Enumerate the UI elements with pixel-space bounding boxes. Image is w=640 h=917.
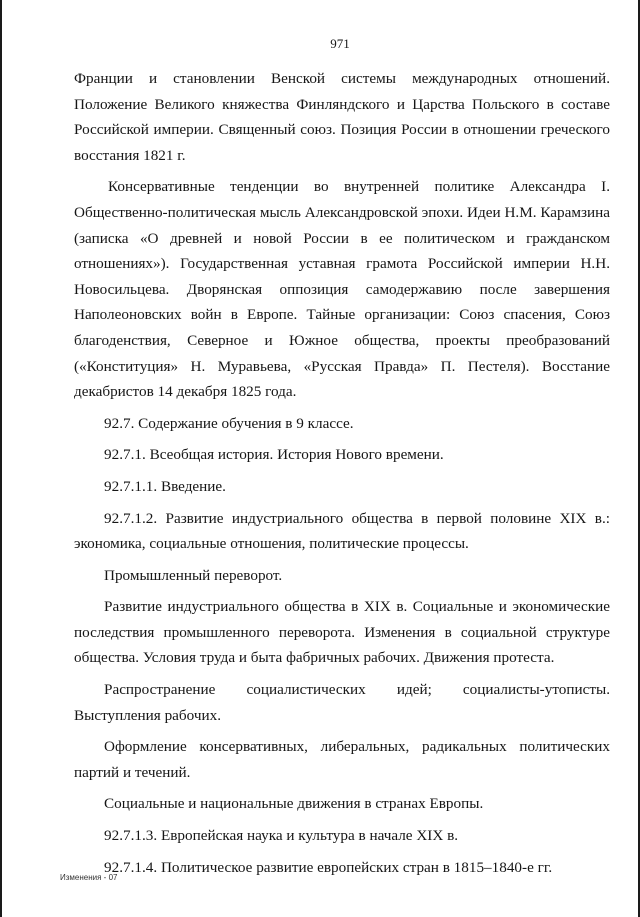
section-heading-general-history: 92.7.1. Всеобщая история. История Нового времени. [104, 446, 444, 464]
paragraph-socialist-ideas: Распространение социалистических идей; социалисты-утописты. Выступления рабочих. [74, 681, 610, 724]
section-heading-science-culture: 92.7.1.3. Европейская наука и культура в начале XIX в. [104, 827, 459, 845]
section-heading-9th-grade: 92.7. Содержание обучения в 9 классе. [104, 414, 354, 432]
document-body [74, 66, 610, 880]
section-heading-industrial-society: 92.7.1.2. Развитие индустриального общества в первой половине XIX в.: экономика, социальные отношения, политические процессы. [74, 509, 610, 553]
scan-border-left [0, 0, 2, 917]
paragraph-social-movements: Социальные и национальные движения в странах Европы. [104, 795, 484, 813]
paragraph-political-parties: Оформление консервативных, либеральных, радикальных политических партий и течений. [74, 738, 610, 781]
section-heading-introduction: 92.7.1.1. Введение. [104, 477, 226, 495]
section-heading-political-development: 92.7.1.4. Политическое развитие европейских стран в 1815–1840-е гг. [104, 858, 553, 876]
paragraph-conservative-tendencies: Консервативные тенденции во внутренней политике Александра I. Общественно-политическая мысль Александровской эпохи. Идеи Н.М. Карамзина (записка «О древней и новой России в ее политическом и гражданском отношениях»). Государственная уставная грамота Российской империи Н.Н. Новосильцева. Дворянская оппозиция самодержавию после завершения Наполеоновских войн в Европе. Тайные организации: Союз спасения, Союз благоденствия, Северное и Южное общества, проекты преобразований («Конституция» Н. Муравьева, «Русская Правда» П. Пестеля). Восстание декабристов 14 декабря 1825 года. [74, 178, 610, 401]
paragraph-industrial-revolution: Промышленный переворот. [104, 566, 283, 584]
page-number: 971 [330, 36, 350, 51]
paragraph-continuation: Франции и становлении Венской системы международных отношений. Положение Великого княжества Финляндского и Царства Польского в составе Российской империи. Священный союз. Позиция России в отношении греческого восстания 1821 г. [74, 70, 610, 164]
footer-revision-note: Изменения - 07 [60, 873, 118, 882]
paragraph-industrial-development: Развитие индустриального общества в XIX в. Социальные и экономические последствия промышленного переворота. Изменения в социальной структуре общества. Условия труда и быта фабричных рабочих. Движения протеста. [74, 598, 610, 667]
